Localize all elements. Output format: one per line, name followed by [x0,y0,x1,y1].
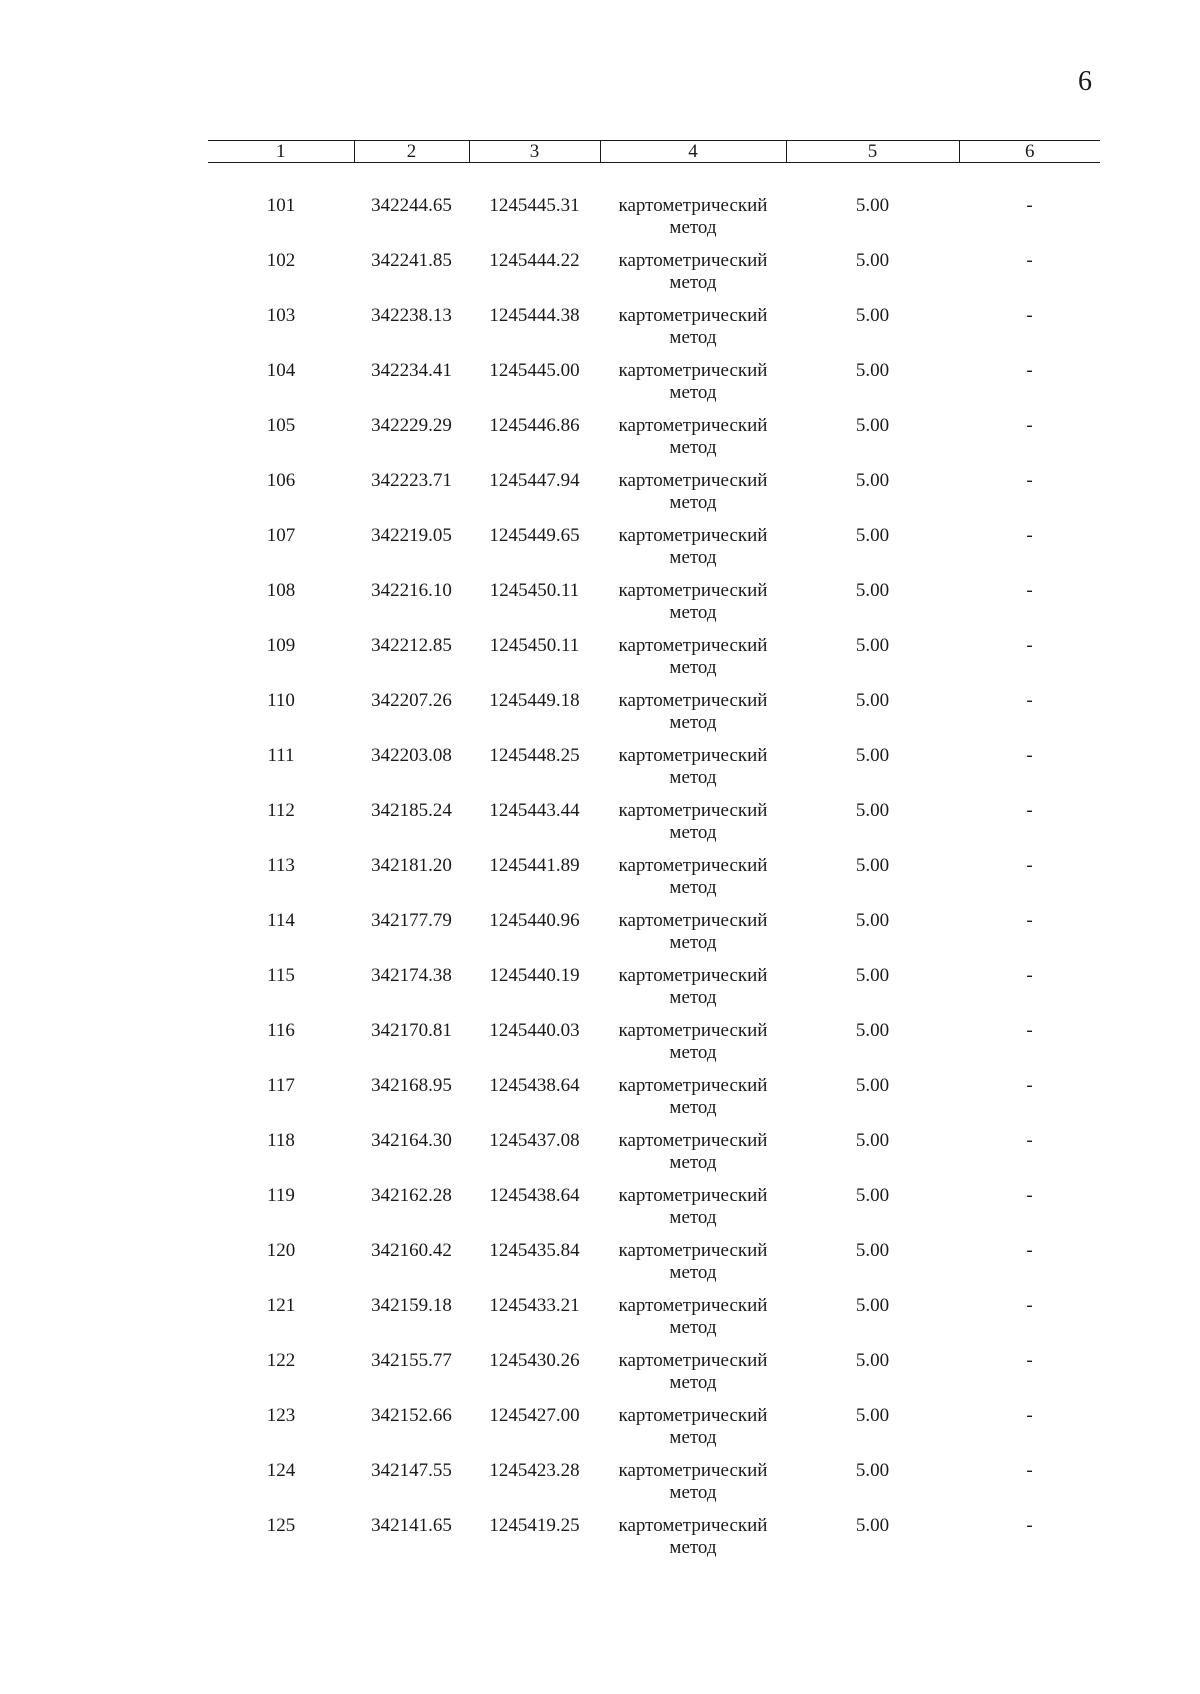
point-description: - [1026,415,1033,436]
point-number: 120 [266,1240,296,1261]
coordinate-y: 1245450.11 [489,635,580,656]
coordinate-y: 1245427.00 [489,1405,580,1426]
point-description: - [1026,1240,1033,1261]
header-spacer [208,163,1100,196]
point-number: 102 [266,250,296,271]
determination-method: картометрический метод [618,910,768,953]
point-description: - [1026,1075,1033,1096]
table-row [208,470,1100,525]
coordinate-x: 342238.13 [371,305,452,326]
accuracy-value: 5.00 [855,1020,890,1041]
coordinate-y: 1245443.44 [489,800,580,821]
determination-method: картометрический метод [618,470,768,513]
coordinate-x: 342152.66 [371,1405,452,1426]
determination-method: картометрический метод [618,635,768,678]
table-row [208,525,1100,580]
point-description: - [1026,1460,1033,1481]
point-number: 101 [266,195,296,216]
coordinate-y: 1245419.25 [489,1515,580,1536]
determination-method: картометрический метод [618,580,768,623]
coordinates-table [208,140,1100,1570]
coordinate-x: 342223.71 [371,470,452,491]
coordinate-y: 1245433.21 [489,1295,580,1316]
accuracy-value: 5.00 [855,1240,890,1261]
coordinate-y: 1245438.64 [489,1075,580,1096]
determination-method: картометрический метод [618,745,768,788]
accuracy-value: 5.00 [855,910,890,931]
accuracy-value: 5.00 [855,800,890,821]
coordinate-y: 1245449.65 [489,525,580,546]
coordinate-y: 1245445.00 [489,360,580,381]
table-row [208,1295,1100,1350]
point-number: 118 [267,1130,295,1151]
point-number: 110 [267,690,295,711]
column-header: 5 [786,141,959,163]
coordinate-y: 1245440.03 [489,1020,580,1041]
point-number: 106 [266,470,296,491]
point-description: - [1026,690,1033,711]
point-number: 108 [266,580,296,601]
point-description: - [1026,305,1033,326]
point-description: - [1026,1130,1033,1151]
point-description: - [1026,470,1033,491]
table-row [208,1350,1100,1405]
point-description: - [1026,195,1033,216]
determination-method: картометрический метод [618,1515,768,1558]
point-number: 116 [267,1020,295,1041]
point-description: - [1026,635,1033,656]
coordinate-y: 1245450.11 [489,580,580,601]
point-description: - [1026,1515,1033,1536]
header-row [208,141,1100,163]
column-header: 4 [600,141,786,163]
table-row [208,855,1100,910]
accuracy-value: 5.00 [855,195,890,216]
accuracy-value: 5.00 [855,360,890,381]
coordinate-x: 342229.29 [371,415,452,436]
coordinate-x: 342141.65 [371,1515,452,1536]
accuracy-value: 5.00 [855,690,890,711]
point-number: 111 [267,745,295,766]
coordinate-x: 342207.26 [371,690,452,711]
table-row [208,745,1100,800]
coordinate-x: 342234.41 [371,360,452,381]
accuracy-value: 5.00 [855,525,890,546]
determination-method: картометрический метод [618,1020,768,1063]
determination-method: картометрический метод [618,1350,768,1393]
table-row [208,1405,1100,1460]
coordinate-y: 1245430.26 [489,1350,580,1371]
accuracy-value: 5.00 [855,1460,890,1481]
accuracy-value: 5.00 [855,1130,890,1151]
accuracy-value: 5.00 [855,745,890,766]
accuracy-value: 5.00 [855,1405,890,1426]
accuracy-value: 5.00 [855,1295,890,1316]
determination-method: картометрический метод [618,415,768,458]
table-row [208,1185,1100,1240]
point-number: 117 [267,1075,295,1096]
coordinate-x: 342185.24 [371,800,452,821]
coordinate-x: 342177.79 [371,910,452,931]
coordinate-y: 1245435.84 [489,1240,580,1261]
point-description: - [1026,1350,1033,1371]
point-number: 114 [267,910,295,931]
table-row [208,1130,1100,1185]
point-description: - [1026,360,1033,381]
point-description: - [1026,800,1033,821]
coordinate-y: 1245444.38 [489,305,580,326]
table-row [208,250,1100,305]
determination-method: картометрический метод [618,855,768,898]
coordinate-y: 1245446.86 [489,415,580,436]
determination-method: картометрический метод [618,800,768,843]
table-row [208,1460,1100,1515]
determination-method: картометрический метод [618,1240,768,1283]
column-header: 6 [959,141,1100,163]
table-row [208,965,1100,1020]
accuracy-value: 5.00 [855,635,890,656]
coordinate-y: 1245444.22 [489,250,580,271]
table-row [208,690,1100,745]
determination-method: картометрический метод [618,1295,768,1338]
coordinate-y: 1245448.25 [489,745,580,766]
point-description: - [1026,525,1033,546]
point-number: 123 [266,1405,296,1426]
table-row [208,1515,1100,1570]
coordinate-y: 1245441.89 [489,855,580,876]
point-number: 121 [266,1295,296,1316]
point-description: - [1026,250,1033,271]
accuracy-value: 5.00 [855,415,890,436]
accuracy-value: 5.00 [855,250,890,271]
determination-method: картометрический метод [618,250,768,293]
point-number: 105 [266,415,296,436]
point-description: - [1026,745,1033,766]
coordinate-y: 1245440.96 [489,910,580,931]
determination-method: картометрический метод [618,1130,768,1173]
determination-method: картометрический метод [618,1405,768,1448]
point-number: 103 [266,305,296,326]
coordinate-x: 342168.95 [371,1075,452,1096]
table-row [208,910,1100,965]
accuracy-value: 5.00 [855,965,890,986]
column-header: 2 [354,141,469,163]
determination-method: картометрический метод [618,525,768,568]
table-row [208,1020,1100,1075]
table-row [208,195,1100,250]
coordinate-x: 342216.10 [371,580,452,601]
determination-method: картометрический метод [618,1460,768,1503]
coordinate-x: 342170.81 [371,1020,452,1041]
accuracy-value: 5.00 [855,1075,890,1096]
coordinate-x: 342147.55 [371,1460,452,1481]
table-row [208,580,1100,635]
table-row [208,635,1100,690]
table-row [208,415,1100,470]
determination-method: картометрический метод [618,360,768,403]
accuracy-value: 5.00 [855,1350,890,1371]
coordinate-y: 1245445.31 [489,195,580,216]
table-row [208,1240,1100,1295]
coordinate-x: 342159.18 [371,1295,452,1316]
coordinate-x: 342160.42 [371,1240,452,1261]
coordinate-x: 342203.08 [371,745,452,766]
coordinate-x: 342174.38 [371,965,452,986]
determination-method: картометрический метод [618,690,768,733]
point-number: 124 [266,1460,296,1481]
coordinate-x: 342181.20 [371,855,452,876]
point-description: - [1026,965,1033,986]
accuracy-value: 5.00 [855,1185,890,1206]
point-description: - [1026,1020,1033,1041]
point-number: 125 [266,1515,296,1536]
coordinate-x: 342162.28 [371,1185,452,1206]
coordinate-x: 342241.85 [371,250,452,271]
coordinate-x: 342164.30 [371,1130,452,1151]
point-number: 113 [267,855,295,876]
coordinate-y: 1245437.08 [489,1130,580,1151]
point-number: 119 [267,1185,295,1206]
point-description: - [1026,580,1033,601]
table-row [208,305,1100,360]
point-number: 104 [266,360,296,381]
table-row [208,1075,1100,1130]
coordinate-x: 342219.05 [371,525,452,546]
determination-method: картометрический метод [618,1075,768,1118]
table-row [208,800,1100,855]
column-header: 1 [208,141,354,163]
coordinate-x: 342244.65 [371,195,452,216]
accuracy-value: 5.00 [855,855,890,876]
determination-method: картометрический метод [618,195,768,238]
determination-method: картометрический метод [618,305,768,348]
accuracy-value: 5.00 [855,580,890,601]
coordinate-y: 1245449.18 [489,690,580,711]
point-number: 115 [267,965,295,986]
point-description: - [1026,1405,1033,1426]
coordinate-y: 1245438.64 [489,1185,580,1206]
column-header: 3 [469,141,600,163]
coordinate-y: 1245440.19 [489,965,580,986]
accuracy-value: 5.00 [855,1515,890,1536]
point-description: - [1026,855,1033,876]
table-row [208,360,1100,415]
point-number: 112 [267,800,295,821]
point-number: 109 [266,635,296,656]
accuracy-value: 5.00 [855,305,890,326]
determination-method: картометрический метод [618,965,768,1008]
accuracy-value: 5.00 [855,470,890,491]
coordinate-y: 1245447.94 [489,470,580,491]
point-number: 122 [266,1350,296,1371]
coordinate-x: 342212.85 [371,635,452,656]
point-description: - [1026,1295,1033,1316]
point-number: 107 [266,525,296,546]
point-description: - [1026,910,1033,931]
point-description: - [1026,1185,1033,1206]
coordinate-y: 1245423.28 [489,1460,580,1481]
page-number: 6 [1078,66,1092,97]
determination-method: картометрический метод [618,1185,768,1228]
coordinate-x: 342155.77 [371,1350,452,1371]
